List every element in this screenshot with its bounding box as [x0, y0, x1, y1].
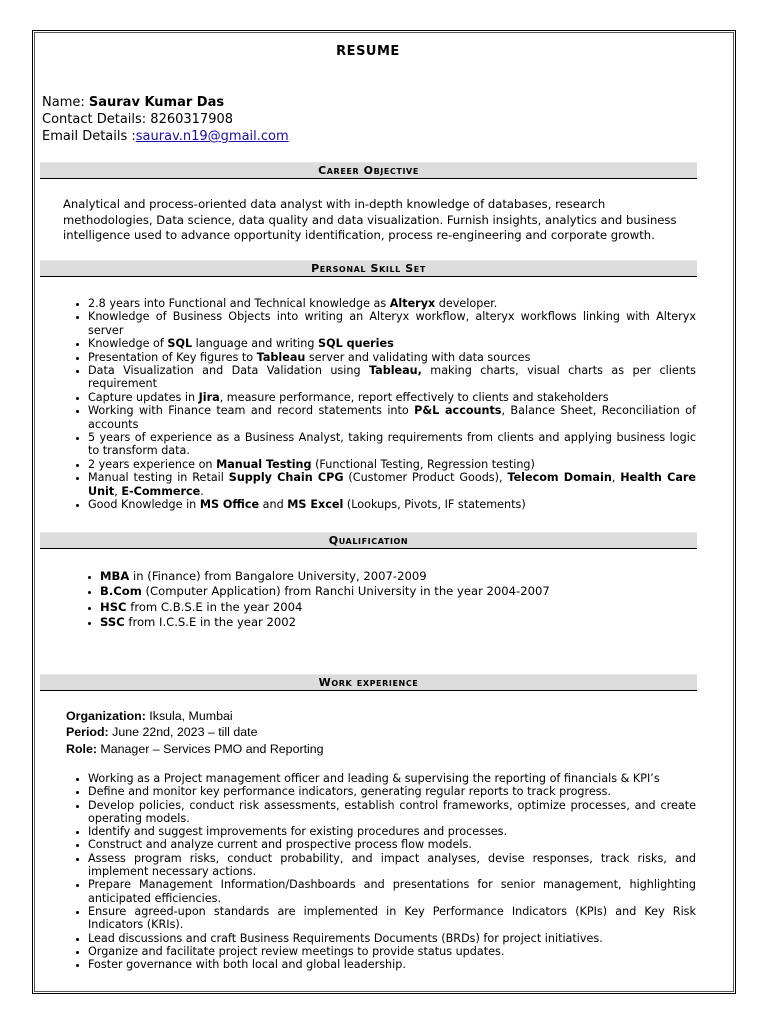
- duty-item: • Prepare Management Information/Dashboards and presentations for senior management, highlighting anticipated efficiencies.: [88, 878, 696, 905]
- skill-item: [88, 364, 696, 391]
- text-segment: and: [259, 498, 288, 512]
- name-line: [42, 94, 289, 111]
- skill-item: [88, 471, 696, 498]
- bold-term: MS Excel: [287, 498, 344, 512]
- duty-item: • Assess program risks, conduct probability, and impact analyses, devise responses, track risks, and implement necessary actions.: [88, 852, 696, 879]
- bold-term: Health Care Unit: [88, 471, 696, 498]
- work-details: [66, 708, 324, 757]
- organization-label: Organization:: [66, 709, 146, 723]
- qualification-item: [100, 569, 550, 584]
- period-value: June 22nd, 2023 – till date: [108, 725, 258, 740]
- qualification-item: [100, 600, 550, 615]
- section-header-work-experience: Work experience: [40, 674, 697, 691]
- organization-name: Iksula, Mumbai: [145, 709, 233, 723]
- bold-term: E-Commerce: [121, 484, 201, 498]
- text-segment: 2.8 years into Functional and Technical knowledge as: [88, 297, 390, 310]
- qualification-item: [100, 584, 550, 599]
- role-line: [66, 741, 324, 757]
- period-label: Period:: [66, 725, 109, 740]
- work-duties-list: [60, 772, 696, 971]
- skill-item: [88, 297, 696, 310]
- section-header-skills: Personal Skill Set: [40, 260, 697, 277]
- text-segment: Presentation of Key figures to: [88, 350, 257, 364]
- text-segment: server and validating with data sources: [305, 350, 531, 364]
- skill-item: [88, 431, 696, 458]
- bold-term: Jira: [198, 390, 220, 404]
- bold-term: Supply Chain CPG: [228, 471, 344, 485]
- skill-item: [88, 310, 696, 337]
- skill-item: [88, 391, 696, 404]
- duty-item: • Identify and suggest improvements for existing procedures and processes.: [88, 825, 696, 838]
- bold-term: SQL: [167, 337, 193, 351]
- section-header-qualification: Qualification: [40, 532, 697, 549]
- bold-term: SQL queries: [318, 337, 394, 351]
- text-segment: from C.B.S.E in the year 2004: [126, 599, 303, 614]
- text-segment: , measure performance, report effectively to clients and stakeholders: [219, 390, 609, 404]
- text-segment: Manual testing in Retail: [88, 471, 229, 485]
- skill-item: [88, 337, 696, 350]
- text-segment: Knowledge of Business Objects into writing an Alteryx workflow, alteryx workflows linking with Alteryx server: [88, 310, 696, 337]
- bold-term: P&L accounts: [414, 404, 502, 418]
- bold-term: MBA: [100, 569, 130, 583]
- email-label: Email Details :: [42, 129, 136, 144]
- name-label: Name:: [42, 95, 89, 110]
- text-segment: Knowledge of: [88, 337, 168, 351]
- skill-item: [88, 351, 696, 364]
- skill-item: [88, 498, 696, 511]
- text-segment: from I.C.S.E in the year 2002: [124, 615, 297, 630]
- period-line: [66, 724, 324, 740]
- duty-item: • Foster governance with both local and global leadership.: [88, 958, 696, 971]
- text-segment: ,: [611, 471, 621, 485]
- text-segment: 5 years of experience as a Business Analyst, taking requirements from clients and applying business logic to transform data.: [88, 431, 696, 458]
- text-segment: Data Visualization and Data Validation using: [88, 364, 369, 378]
- duty-item: • Organize and facilitate project review meetings to provide status updates.: [88, 945, 696, 958]
- bold-term: B.Com: [100, 584, 142, 599]
- text-segment: , Balance Sheet, Reconciliation of accounts: [88, 404, 696, 431]
- text-segment: language and writing: [192, 337, 319, 351]
- organization-line: [66, 708, 324, 724]
- text-segment: Capture updates in: [88, 390, 199, 404]
- qualification-item: [100, 615, 550, 630]
- skill-item: [88, 458, 696, 471]
- text-segment: ,: [114, 484, 122, 498]
- text-segment: (Functional Testing, Regression testing): [311, 457, 535, 471]
- duty-item: • Develop policies, conduct risk assessments, establish control frameworks, optimize processes, and create operating models.: [88, 799, 696, 826]
- text-segment: (Lookups, Pivots, IF statements): [343, 498, 526, 512]
- phone-label: Contact Details:: [42, 112, 151, 127]
- text-segment: making charts, visual charts as per clients requirement: [88, 364, 697, 391]
- text-segment: (Customer Product Goods),: [343, 471, 508, 485]
- contact-block: [42, 94, 289, 145]
- phone-line: [42, 111, 289, 128]
- text-segment: .: [200, 484, 204, 498]
- bold-term: MS Office: [199, 498, 260, 512]
- bold-term: Tableau: [256, 350, 306, 364]
- bold-term: Tableau,: [368, 364, 422, 378]
- qualification-list: [76, 569, 550, 631]
- duty-item: • Construct and analyze current and prospective process flow models.: [88, 838, 696, 851]
- skill-item: [88, 404, 696, 431]
- career-objective-text: Analytical and process-oriented data analyst with in-depth knowledge of databases, research methodologies, Data science, data quality and data visualization. Furnish insights, analytics and business intelligence used to advance opportunity identification, process re-engineering and corporate growth.: [63, 197, 677, 242]
- bold-term: Telecom Domain: [507, 471, 612, 485]
- bold-term: Manual Testing: [216, 457, 312, 471]
- role-label: Role:: [66, 741, 97, 756]
- phone-number: 8260317908: [150, 112, 234, 127]
- skills-list: [60, 297, 696, 512]
- bold-term: Alteryx: [389, 297, 436, 310]
- duty-item: • Define and monitor key performance indicators, generating regular reports to track progress.: [88, 785, 696, 798]
- duty-item: • Lead discussions and craft Business Requirements Documents (BRDs) for project initiatives.: [88, 932, 696, 945]
- text-segment: developer.: [435, 297, 498, 310]
- bold-term: SSC: [100, 615, 125, 630]
- duty-item: • Working as a Project management officer and leading & supervising the reporting of financials & KPI’s: [88, 772, 696, 785]
- email-link[interactable]: saurav.n19@gmail.com: [135, 129, 289, 144]
- text-segment: Good Knowledge in: [88, 498, 200, 512]
- resume-title: RESUME: [336, 44, 400, 59]
- role-value: Manager – Services PMO and Reporting: [96, 741, 324, 756]
- text-segment: in (Finance) from Bangalore University, 2007-2009: [129, 569, 427, 583]
- text-segment: 2 years experience on: [88, 457, 217, 471]
- section-header-career-objective: Career Objective: [40, 162, 697, 179]
- email-line: [42, 128, 289, 145]
- duty-item: • Ensure agreed-upon standards are implemented in Key Performance Indicators (KPIs) and Key Risk Indicators (KRIs).: [88, 905, 696, 932]
- text-segment: Working with Finance team and record statements into: [88, 404, 415, 418]
- candidate-name: Saurav Kumar Das: [88, 95, 225, 110]
- bold-term: HSC: [100, 599, 127, 614]
- text-segment: (Computer Application) from Ranchi University in the year 2004-2007: [141, 584, 550, 599]
